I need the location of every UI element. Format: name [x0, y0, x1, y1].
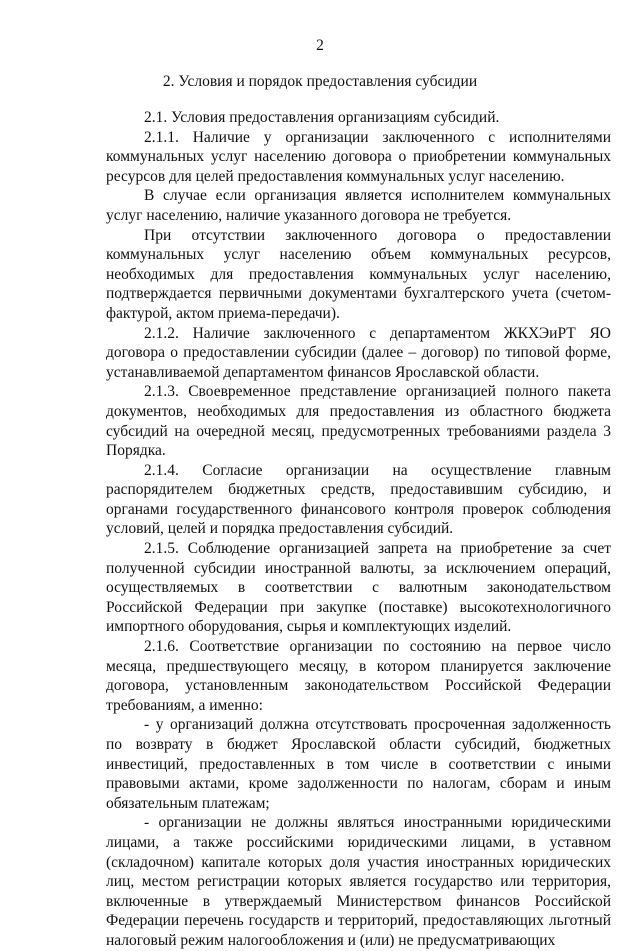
list-item-no-debt: - у организаций должна отсутствовать просроченная задолженность по возврату в бюджет Ярославской области субсидий, бюджетных инвестиций, предоставленных в том числе в соответствии с иными правовыми актами, кроме задолженности по налогам, сборам и иным обязательным платежам;	[106, 716, 611, 812]
paragraph-no-contract: При отсутствии заключенного договора о предоставлении коммунальных услуг населению объем коммунальных ресурсов, необходимых для предоставления коммунальных услуг населению, подтверждается первичными документами бухгалтерского учета (счетом-фактурой, актом приема-передачи).	[106, 226, 611, 322]
paragraph-executor-exception: В случае если организация является исполнителем коммунальных услуг населению, наличие указанного договора не требуется.	[106, 187, 611, 224]
list-item-not-foreign: - организации не должны являться иностранными юридическими лицами, а также российскими юридическими лицами, в уставном (складочном) капитале которых доля участия иностранных юридических лиц, местом регистрации которых является государство или территория, включенные в утверждаемый Министерством финансов Российской Федерации перечень государств и территорий, предоставляющих льготный налоговый режим налогообложения и (или) не предусматривающих	[106, 814, 611, 949]
paragraph-2-1-2: 2.1.2. Наличие заключенного с департаментом ЖКХЭиРТ ЯО договора о предоставлении субсидии (далее – договор) по типовой форме, устанавливаемой департаментом финансов Ярославской области.	[106, 324, 611, 381]
section-title: 2. Условия и порядок предоставления субсидии	[162, 73, 478, 90]
paragraph-2-1-1: 2.1.1. Наличие у организации заключенного с исполнителями коммунальных услуг населению договора о приобретении коммунальных ресурсов для целей предоставления коммунальных услуг населению.	[106, 128, 611, 185]
paragraph-2-1-5: 2.1.5. Соблюдение организацией запрета на приобретение за счет полученной субсидии иностранной валюты, за исключением операций, осуществляемых в соответствии с валютным законодательством Российской Федерации при закупке (поставке) высокотехнологичного импортного оборудования, сырья и комплектующих изделий.	[106, 540, 611, 636]
paragraph-2-1-3: 2.1.3. Своевременное представление организацией полного пакета документов, необходимых для предоставления из областного бюджета субсидий на очередной месяц, предусмотренных требованиями раздела 3 Порядка.	[106, 383, 611, 460]
document-body	[106, 108, 611, 951]
paragraph-2-1: 2.1. Условия предоставления организациям субсидий.	[144, 109, 500, 126]
paragraph-2-1-6: 2.1.6. Соответствие организации по состоянию на первое число месяца, предшествующего месяцу, в котором планируется заключение договора, установленным законодательством Российской Федерации требованиям, а именно:	[106, 638, 611, 714]
paragraph-2-1-4: 2.1.4. Согласие организации на осуществление главным распорядителем бюджетных средств, предоставившим субсидию, и органами государственного финансового контроля проверок соблюдения условий, целей и порядка предоставления субсидий.	[106, 461, 611, 538]
page-number: 2	[316, 37, 324, 54]
